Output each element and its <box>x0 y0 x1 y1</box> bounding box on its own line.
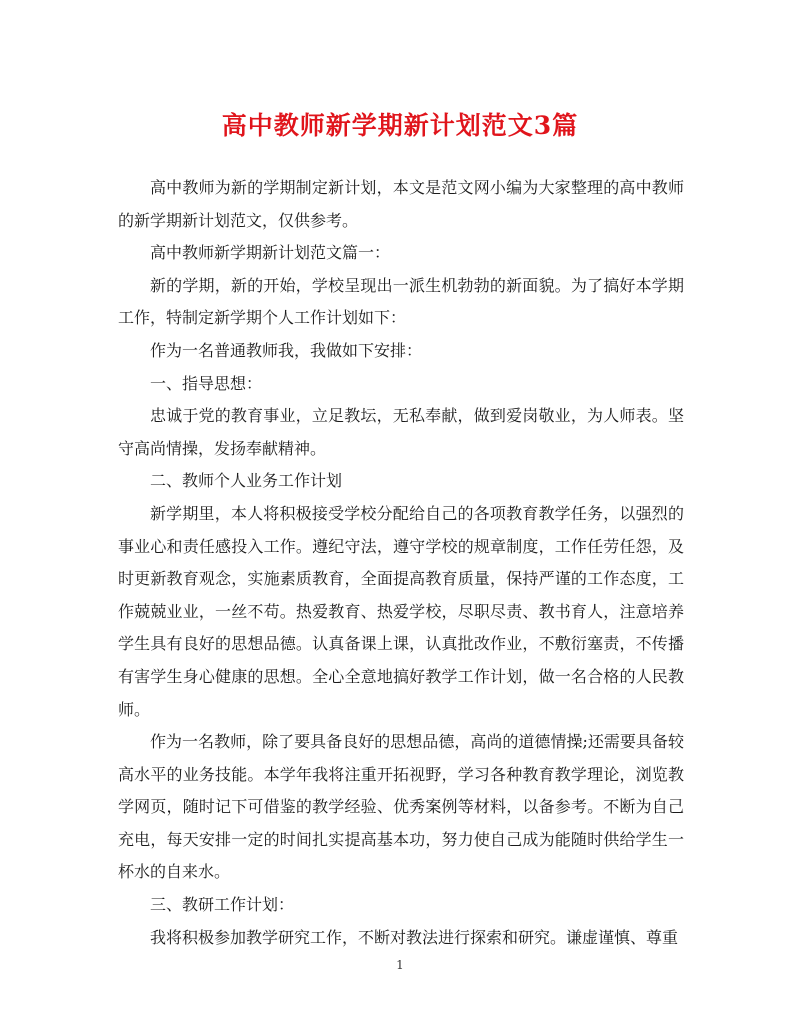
paragraph-research-plan: 我将积极参加教学研究工作，不断对教法进行探索和研究。谦虚谨慎、尊重 <box>150 927 679 947</box>
page-number: 1 <box>396 958 404 972</box>
paragraph-guiding-thought: 忠诚于党的教育事业，立足教坛，无私奉献，做到爱岗敬业，为人师表。坚守高尚情操，发扬奉献精神。 <box>118 406 684 458</box>
section-heading-personal-plan: 二、教师个人业务工作计划 <box>150 471 343 491</box>
section-heading-research-plan: 三、教研工作计划： <box>150 895 295 915</box>
paragraph-arrangement: 作为一名普通教师我，我做如下安排： <box>150 340 423 360</box>
document-body <box>118 172 684 954</box>
paragraph-intro: 高中教师为新的学期制定新计划，本文是范文网小编为大家整理的高中教师的新学期新计划范文，仅供参考。 <box>118 178 684 230</box>
paragraph-skills: 作为一名教师，除了要具备良好的思想品德，高尚的道德情操;还需要具备较高水平的业务技能。本学年我将注重开拓视野，学习各种教育教学理论，浏览教学网页，随时记下可借鉴的教学经验、优秀案例等材料，以备参考。不断为自己充电，每天安排一定的时间扎实提高基本功，努力使自己成为能随时供给学生一杯水的自来水。 <box>118 732 684 882</box>
document-title: 高中教师新学期新计划范文3篇 <box>221 111 579 140</box>
paragraph-personal-plan: 新学期里，本人将积极接受学校分配给自己的各项教育教学任务，以强烈的事业心和责任感投入工作。遵纪守法，遵守学校的规章制度，工作任劳任怨，及时更新教育观念，实施素质教育，全面提高教育质量，保持严谨的工作态度，工作兢兢业业，一丝不苟。热爱教育、热爱学校，尽职尽责、教书育人，注意培养学生具有良好的思想品德。认真备课上课，认真批改作业，不敷衍塞责，不传播有害学生身心健康的思想。全心全意地搞好教学工作计划，做一名合格的人民教师。 <box>118 503 684 719</box>
section-heading-part-one: 高中教师新学期新计划范文篇一： <box>150 243 391 263</box>
paragraph-new-semester: 新的学期，新的开始，学校呈现出一派生机勃勃的新面貌。为了搞好本学期工作，特制定新学期个人工作计划如下： <box>118 275 684 328</box>
section-heading-guiding-thought: 一、指导思想： <box>150 373 263 393</box>
